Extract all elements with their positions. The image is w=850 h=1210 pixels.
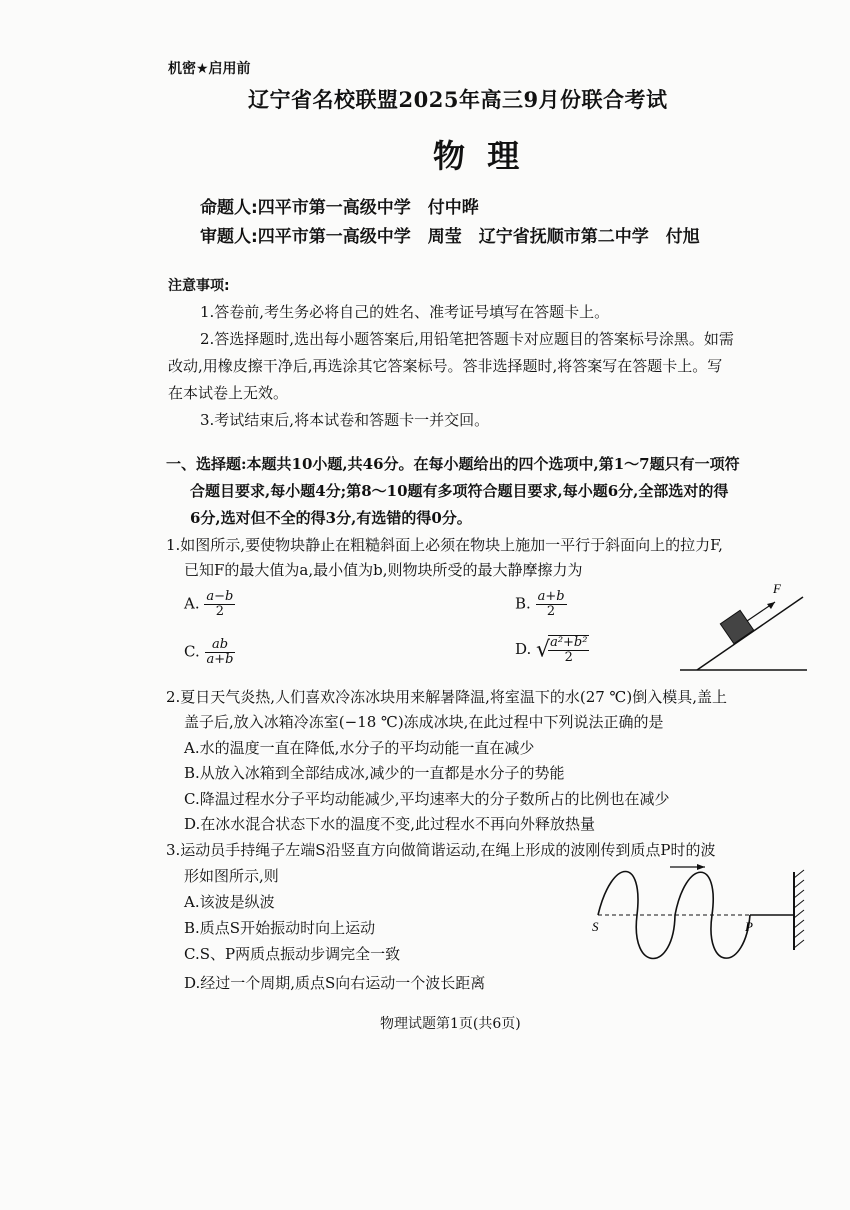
q1-option-d-denominator: 2 (564, 650, 573, 665)
q1-option-c-denominator: a+b (206, 652, 234, 667)
q3-wave-figure (590, 858, 815, 953)
incline-line (697, 597, 803, 670)
force-label: F (773, 581, 781, 596)
point-p-label: P (745, 919, 753, 934)
notice-item-2-cont2: 在本试卷上无效。 (168, 384, 289, 402)
q1-stem: 1.如图所示,要使物块静止在粗糙斜面上必须在物块上施加一平行于斜面向上的拉力F, (166, 536, 723, 554)
q3-stem: 3.运动员手持绳子左端S沿竖直方向做简谐运动,在绳上形成的波刚传到质点P时的波 (166, 841, 716, 859)
block-icon (720, 610, 753, 643)
confidential-mark: 机密★启用前 (168, 61, 251, 77)
q1-option-c-numerator: ab (205, 638, 236, 653)
section-heading-cont: 合题目要求,每小题4分;第8～10题有多项符合题目要求,每小题6分,全部选对的得 (190, 482, 729, 500)
notice-item-2: 2.答选择题时,选出每小题答案后,用铅笔把答题卡对应题目的答案标号涂黑。如需 (200, 330, 734, 348)
wall-hatching-icon (794, 870, 804, 948)
q1-option-b: B. $\frac{a+b}{2}$ (515, 589, 565, 619)
q1-option-a-numerator: a−b (206, 589, 234, 604)
section-heading: 一、选择题:本题共10小题,共46分。在每小题给出的四个选项中,第1～7题只有一项符 (166, 455, 740, 473)
q1-option-a-denominator: 2 (215, 604, 225, 619)
point-s-label: S (592, 919, 599, 934)
q3-option-a: A.该波是纵波 (184, 893, 275, 911)
notice-item-3: 3.考试结束后,将本试卷和答题卡一并交回。 (200, 411, 490, 429)
q1-option-d-numerator: a²+b² (550, 635, 588, 650)
q3-option-b: B.质点S开始振动时向上运动 (184, 919, 376, 937)
q3-option-c: C.S、P两质点振动步调完全一致 (184, 945, 401, 963)
q1-option-d: D. √ $\frac{\text{a²+b²}}{2}$ (515, 635, 588, 665)
q1-option-b-denominator: 2 (546, 604, 556, 619)
q2-option-c: C.降温过程水分子平均动能减少,平均速率大的分子数所占的比例也在减少 (184, 790, 670, 808)
page-footer: 物理试题第1页(共6页) (380, 1016, 521, 1032)
q1-stem-cont: 已知F的最大值为a,最小值为b,则物块所受的最大静摩擦力为 (184, 561, 583, 579)
q3-stem-cont: 形如图所示,则 (184, 867, 279, 885)
exam-title: 辽宁省名校联盟2025年高三9月份联合考试 (248, 87, 668, 112)
notice-item-2-cont: 改动,用橡皮擦干净后,再选涂其它答案标号。答非选择题时,将答案写在答题卡上。写 (168, 357, 723, 375)
q3-option-d: D.经过一个周期,质点S向右运动一个波长距离 (184, 974, 486, 992)
section-heading-cont2: 6分,选对但不全的得3分,有选错的得0分。 (190, 509, 472, 527)
force-arrowhead-icon (767, 602, 775, 609)
q2-stem-cont: 盖子后,放入冰箱冷冻室(−18 ℃)冻成冰块,在此过程中下列说法正确的是 (184, 713, 664, 731)
question-reviewer: 审题人:四平市第一高级中学 周莹 辽宁省抚顺市第二中学 付旭 (200, 227, 700, 247)
subject-title: 物 理 (433, 137, 520, 175)
sqrt-icon: √ (536, 637, 551, 663)
q1-incline-figure (675, 580, 815, 675)
q2-option-b: B.从放入冰箱到全部结成冰,减少的一直都是水分子的势能 (184, 764, 565, 782)
notice-item-1: 1.答卷前,考生务必将自己的姓名、准考证号填写在答题卡上。 (200, 303, 610, 321)
q1-option-a: A. $\frac{a-b}{2}$ (184, 589, 234, 619)
question-setter: 命题人:四平市第一高级中学 付中晔 (200, 198, 479, 218)
q1-option-b-numerator: a+b (537, 589, 565, 604)
propagation-arrowhead-icon (697, 864, 705, 870)
q1-option-c: C. $\frac{ab}{a+b}$ (184, 637, 234, 667)
q2-option-d: D.在冰水混合状态下水的温度不变,此过程水不再向外释放热量 (184, 815, 596, 833)
q2-stem: 2.夏日天气炎热,人们喜欢冷冻冰块用来解暑降温,将室温下的水(27 ℃)倒入模具,盖上 (166, 688, 727, 706)
notice-heading: 注意事项: (168, 278, 230, 294)
q2-option-a: A.水的温度一直在降低,水分子的平均动能一直在减少 (184, 739, 535, 757)
